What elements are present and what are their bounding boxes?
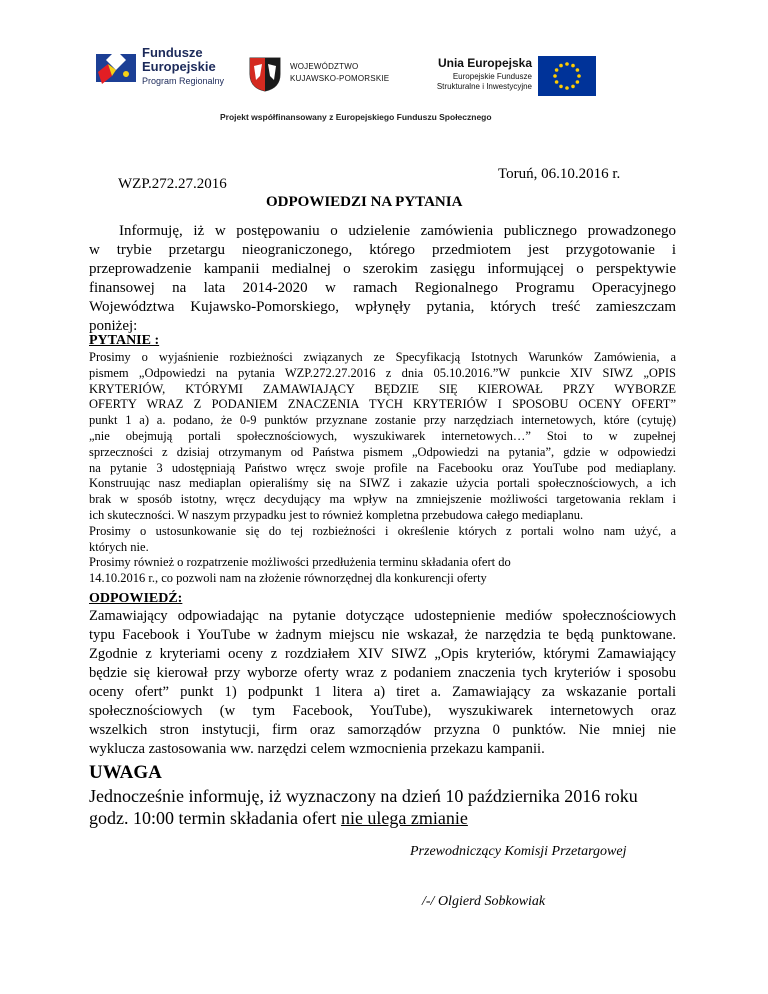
question-line: Prosimy również o rozpatrzenie możliwości przedłużenia terminu składania ofert do <box>89 555 511 570</box>
intro-line: Województwa Kujawsko-Pomorskiego, wpłynęły pytania, których treść zamieszczam <box>89 299 676 315</box>
logo-wojewodztwo <box>248 56 408 92</box>
question-heading-text: PYTANIE : <box>89 333 160 348</box>
logo-fundusze-europejskie <box>96 44 236 94</box>
answer-line: Zamawiający odpowiadając na pytanie dotyczące udostepnienie mediów społecznościowych <box>89 608 676 624</box>
notice-heading: UWAGA <box>89 762 162 783</box>
answer-line: będzie się kierował przy wyborze oferty wraz z podaniem znaczenia tych kryteriów i sposobu <box>89 665 676 681</box>
answer-heading-text: ODPOWIEDŹ: <box>89 591 183 606</box>
coat-of-arms-icon <box>248 56 282 92</box>
question-line: OFERTY WRAZ Z PODANIEM ZNACZENIA TYCH KRYTERIÓW I SPOSOBU OCENY OFERT” <box>89 397 676 412</box>
document-title: ODPOWIEDZI NA PYTANIA <box>266 194 463 210</box>
question-line: „nie obejmują portali społecznościowych, wyszukiwarek internetowych…” Stoi to w zupełnej <box>89 428 676 443</box>
question-heading <box>89 333 159 349</box>
answer-heading <box>89 591 182 607</box>
question-line: których nie. <box>89 539 149 554</box>
answer-line: typu Facebook i YouTube w żadnym miejscu nie wskazał, że narzędzia te będą punktowane. <box>89 627 676 643</box>
intro-line: przeprowadzenie kampanii medialnej o szerokim zasięgu informującej o perspektywie <box>89 261 676 277</box>
fe-line3: Program Regionalny <box>142 76 225 86</box>
notice-line-2-prefix: godz. 10:00 termin składania ofert <box>89 808 341 828</box>
fe-line2: Europejskie <box>142 59 216 74</box>
answer-line: wszelkich stron instytucji, firm oraz samorządów przyzna 0 punktów. Nie mniej nie <box>89 722 676 738</box>
logo-unia-europejska <box>420 56 596 96</box>
projekt-caption: Projekt współfinansowany z Europejskiego Funduszu Społecznego <box>220 112 492 122</box>
eu-flag-icon <box>538 56 596 96</box>
intro-line: w trybie przetargu nieograniczonego, którego przedmiotem jest przygotowanie i <box>89 242 676 258</box>
question-line: sprzeczności z dzisiaj otrzymanym od Państwa pismem „Odpowiedzi na pytania”, gdzie w odpowiedzi <box>89 444 676 459</box>
place-date: Toruń, 06.10.2016 r. <box>498 166 621 182</box>
question-line: ich skuteczności. W naszym przypadku jest to również kompletna przebudowa całego mediaplanu. <box>89 507 584 522</box>
question-line: pismem „Odpowiedzi na pytania WZP.272.27.2016 z dnia 05.10.2016.”W punkcie XIV SIWZ „OPIS <box>89 365 676 380</box>
question-line: brak w sposób istotny, wręcz decydujący ma wpływ na zmniejszenie możliwości targetowania reklam i <box>89 492 676 507</box>
intro-line: finansowej na lata 2014-2020 w ramach Regionalnego Programu Operacyjnego <box>89 280 676 296</box>
notice-underlined: nie ulega zmianie <box>340 808 468 828</box>
signature-role: Przewodniczący Komisji Przetargowej <box>410 844 627 859</box>
reference-number: WZP.272.27.2016 <box>118 176 227 192</box>
woj-line1: WOJEWÓDZTWO <box>290 62 359 71</box>
question-line: Prosimy o wyjaśnienie rozbieżności związanych ze Specyfikacją Istotnych Warunków Zamówienia, a <box>89 350 676 364</box>
question-line: na pytanie 3 udostępniają Państwo wręcz swoje profile na Facebooku oraz YouTube pod mediaplany. <box>89 460 676 475</box>
fe-star-icon <box>96 46 136 88</box>
answer-line: Zgodnie z kryteriami oceny z rozdziałem XIV SIWZ „Opis kryteriów, którymi Zamawiający <box>89 646 676 662</box>
ue-line2: Strukturalne i Inwestycyjne <box>436 82 532 91</box>
question-line: Konstruując nasz mediaplan opieraliśmy się na SIWZ i zakazie użycia portali społecznościowych, a ich <box>89 476 676 491</box>
question-line: punkt 1 a) a. podano, że 0-9 punktów przyznane zostanie przy narzędziach internetowych, które (cytuję) <box>89 413 676 428</box>
intro-line: Informuję, iż w postępowaniu o udzielenie zamówienia publicznego prowadzonego <box>119 223 676 239</box>
fe-line1: Fundusze <box>142 45 203 60</box>
answer-line: oceny ofert” punkt 1) podpunkt 1 litera a) tiret a. Zamawiający za wskazanie portali <box>89 684 676 700</box>
question-body <box>89 350 676 587</box>
woj-line2: KUJAWSKO-POMORSKIE <box>290 74 390 83</box>
question-line: Prosimy o ustosunkowanie się do tej rozbieżności i określenie których z portali wolno nam użyć, a <box>89 523 676 538</box>
notice-line-1: Jednocześnie informuję, iż wyznaczony na dzień 10 października 2016 roku <box>89 786 638 806</box>
signature-name: /-/ Olgierd Sobkowiak <box>422 894 546 909</box>
intro-paragraph <box>89 222 676 336</box>
answer-body <box>89 607 676 759</box>
question-line: 14.10.2016 r., co pozwoli nam na złożenie równorzędnej dla konkurencji oferty <box>89 571 487 586</box>
ue-line1: Europejskie Fundusze <box>452 72 532 81</box>
question-line: KRYTERIÓW, KTÓRYMI ZAMAWIAJĄCY BĘDZIE SIĘ KIEROWAŁ PRZY WYBORZE <box>89 381 676 396</box>
notice-line-2 <box>89 807 468 829</box>
intro-line: poniżej: <box>89 318 138 334</box>
answer-line: społecznościowych (w tym Facebook, YouTube), wyszukiwarek internetowych oraz <box>89 703 676 719</box>
answer-line: wyklucza zastosowania ww. narzędzi celem wzmocnienia przekazu kampanii. <box>89 741 545 757</box>
ue-title: Unia Europejska <box>437 56 532 70</box>
